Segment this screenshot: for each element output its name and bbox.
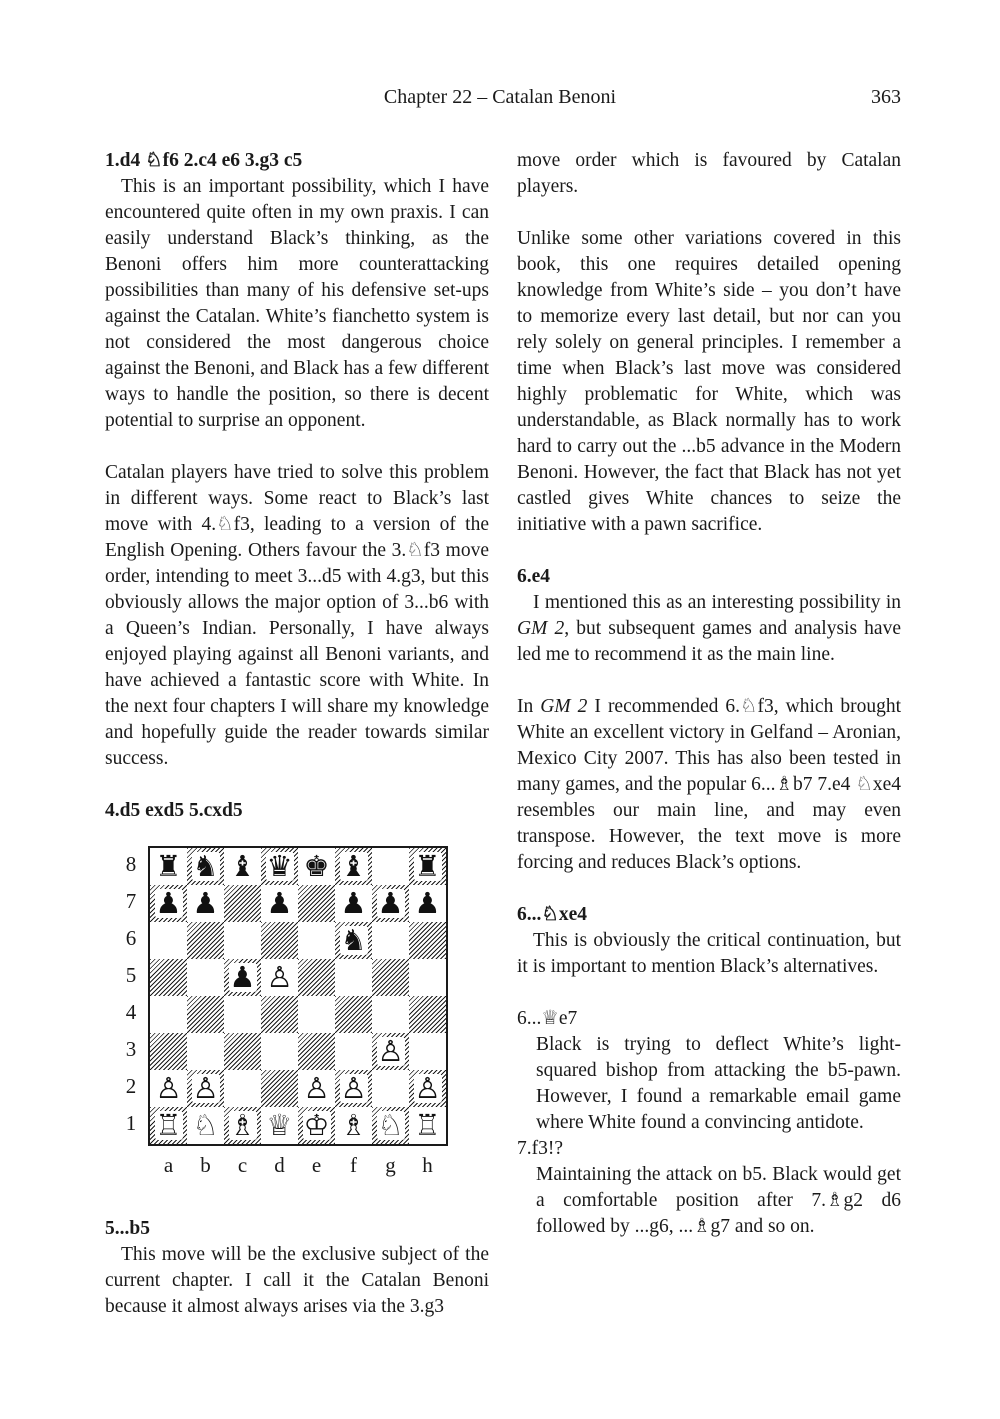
variation-move: 6...♕e7 (517, 1008, 578, 1029)
board-square (224, 1070, 261, 1107)
board-square (409, 848, 446, 885)
file-label: d (274, 1153, 285, 1177)
paragraph: I mentioned this as an interesting possibility in GM 2, but subsequent games and analysis have led me to recommend it as the main line. (517, 592, 901, 665)
board-square (372, 922, 409, 959)
rank-label: 4 (125, 1000, 137, 1024)
chess-piece: ♖ (155, 1108, 182, 1142)
board-square (187, 848, 224, 885)
page-number: 363 (871, 86, 901, 108)
running-head (0, 82, 1000, 112)
chess-piece: ♞ (192, 849, 219, 883)
board-square (409, 1070, 446, 1107)
chess-piece: ♗ (340, 1108, 367, 1142)
board-square (261, 1070, 298, 1107)
chess-piece: ♘ (377, 1108, 404, 1142)
board-square (187, 1107, 224, 1144)
chess-piece: ♛ (266, 849, 293, 883)
file-label: g (385, 1153, 396, 1177)
chess-piece: ♙ (192, 1071, 219, 1105)
chess-piece: ♔ (303, 1108, 330, 1142)
board-square (224, 959, 261, 996)
chess-piece: ♚ (303, 849, 330, 883)
chess-piece: ♖ (414, 1108, 441, 1142)
board-square (187, 885, 224, 922)
chess-piece: ♟ (414, 886, 441, 920)
move-heading: 5...b5 (105, 1218, 150, 1239)
chess-piece: ♘ (192, 1108, 219, 1142)
chess-piece: ♜ (155, 849, 182, 883)
file-label: h (422, 1153, 433, 1177)
chess-piece: ♟ (192, 886, 219, 920)
board-square (224, 1033, 261, 1070)
board-square (261, 885, 298, 922)
board-square (372, 885, 409, 922)
board-square (150, 959, 187, 996)
file-label: e (311, 1153, 322, 1177)
chess-piece: ♙ (340, 1071, 367, 1105)
board-square (187, 1070, 224, 1107)
board-square (261, 922, 298, 959)
move-heading: 6...♘xe4 (517, 904, 588, 925)
board-square (298, 1033, 335, 1070)
board-square (150, 1070, 187, 1107)
file-label: a (163, 1153, 174, 1177)
board-square (298, 922, 335, 959)
board-square (409, 885, 446, 922)
board-square (261, 1033, 298, 1070)
board-square (298, 1107, 335, 1144)
board-square (409, 1107, 446, 1144)
board-square (372, 996, 409, 1033)
board-square (224, 1107, 261, 1144)
rank-label: 7 (125, 889, 137, 913)
chess-piece: ♗ (229, 1108, 256, 1142)
paragraph: This move will be the exclusive subject of the current chapter. I call it the Catalan Benoni because it almost always arises via the 3.g3 (105, 1244, 489, 1317)
move-heading: 1.d4 ♘f6 2.c4 e6 3.g3 c5 (105, 150, 303, 171)
rank-labels (121, 846, 141, 1142)
left-column (105, 148, 489, 1320)
chess-piece: ♝ (229, 849, 256, 883)
board-square (298, 885, 335, 922)
chess-piece: ♟ (377, 886, 404, 920)
board-square (150, 885, 187, 922)
board-square (224, 885, 261, 922)
file-label: c (237, 1153, 248, 1177)
board-square (335, 959, 372, 996)
board-square (261, 1107, 298, 1144)
board-square (409, 959, 446, 996)
chess-piece: ♙ (155, 1071, 182, 1105)
board-square (261, 848, 298, 885)
move-heading: 4.d5 exd5 5.cxd5 (105, 800, 243, 821)
file-label: b (200, 1153, 211, 1177)
right-column (517, 148, 901, 1240)
chess-piece: ♙ (377, 1034, 404, 1068)
board-square (335, 996, 372, 1033)
chapter-title: Chapter 22 – Catalan Benoni (383, 86, 617, 108)
board-square (150, 848, 187, 885)
chess-piece: ♟ (340, 886, 367, 920)
board-square (335, 1033, 372, 1070)
paragraph: Catalan players have tried to solve this problem in different ways. Some react to Black’s last move with 4.♘f3, leading to a version of the English Opening. Others favour the 3.♘f3 move order, intending to meet 3...d5 with 4.g3, but this obviously allows the major option of 3...b6 with a Queen’s Indian. Personally, I have always enjoyed playing against all Benoni variants, and have achieved a fantastic score with White. In the next four chapters I will share my knowledge and hopefully guide the reader towards similar success. (105, 462, 489, 769)
board-square (335, 848, 372, 885)
board-square (372, 1107, 409, 1144)
board-square (187, 996, 224, 1033)
board-square (298, 959, 335, 996)
board-square (409, 922, 446, 959)
board-square (187, 959, 224, 996)
rank-label: 5 (125, 963, 137, 987)
paragraph: This is an important possibility, which I have encountered quite often in my own praxis. I can easily understand Black’s thinking, as the Benoni offers him more counterattacking possibilities than many of his defensive set-ups against the Catalan. White’s fianchetto system is not considered the most dangerous choice against the Benoni, and Black has a few different ways to handle the position, so there is decent potential to surprise an opponent. (105, 176, 489, 431)
variation-move: 7.f3!? (517, 1138, 564, 1159)
board-square (150, 1033, 187, 1070)
board-square (335, 1107, 372, 1144)
move-heading: 6.e4 (517, 566, 551, 587)
rank-label: 3 (125, 1037, 137, 1061)
board-square (224, 848, 261, 885)
chess-board (148, 846, 448, 1146)
file-label: f (350, 1153, 357, 1177)
board-square (187, 1033, 224, 1070)
rank-label: 1 (125, 1111, 137, 1135)
board-square (372, 959, 409, 996)
board-square (224, 922, 261, 959)
board-square (409, 1033, 446, 1070)
rank-label: 8 (125, 852, 137, 876)
board-square (372, 1070, 409, 1107)
variation-text: Black is trying to deflect White’s light-squared bishop from attacking the b5-pawn. However, I found a remarkable email game where White found a convincing antidote. (536, 1034, 901, 1133)
rank-label: 2 (125, 1074, 137, 1098)
chess-diagram (105, 840, 489, 1210)
chess-piece: ♞ (340, 923, 367, 957)
board-square (335, 1070, 372, 1107)
board-square (298, 996, 335, 1033)
board-square (372, 1033, 409, 1070)
file-labels (150, 1152, 446, 1178)
board-square (261, 996, 298, 1033)
paragraph: move order which is favoured by Catalan players. (517, 150, 901, 197)
board-square (187, 922, 224, 959)
chess-piece: ♝ (340, 849, 367, 883)
chess-piece: ♟ (155, 886, 182, 920)
board-square (372, 848, 409, 885)
paragraph: Unlike some other variations covered in this book, this one requires detailed opening knowledge from White’s side – you don’t have to memorize every last detail, but nor can you rely solely on general principles. I remember a time when Black’s last move was considered highly problematic for White, which was understandable, as Black normally has to work hard to carry out the ...b5 advance in the Modern Benoni. However, the fact that Black has not yet castled gives White chances to seize the initiative with a pawn sacrifice. (517, 228, 901, 535)
board-square (150, 1107, 187, 1144)
board-square (224, 996, 261, 1033)
board-square (335, 922, 372, 959)
chess-piece: ♙ (266, 960, 293, 994)
board-square (409, 996, 446, 1033)
board-square (298, 1070, 335, 1107)
variation-text: Maintaining the attack on b5. Black would get a comfortable position after 7.♗g2 d6 followed by ...g6, ...♗g7 and so on. (536, 1164, 901, 1237)
board-square (335, 885, 372, 922)
chess-piece: ♜ (414, 849, 441, 883)
paragraph: In GM 2 I recommended 6.♘f3, which brought White an excellent victory in Gelfand – Aronian, Mexico City 2007. This has also been tested in many games, and the popular 6...♗b7 7.e4 ♘xe4 resembles our main line, and may even transpose. However, the text move is more forcing and reduces Black’s options. (517, 696, 902, 873)
board-square (150, 922, 187, 959)
rank-label: 6 (125, 926, 137, 950)
board-square (298, 848, 335, 885)
board-square (261, 959, 298, 996)
paragraph: This is obviously the critical continuation, but it is important to mention Black’s alternatives. (517, 930, 901, 977)
chess-piece: ♟ (266, 886, 293, 920)
board-square (150, 996, 187, 1033)
chess-piece: ♕ (266, 1108, 293, 1142)
chess-piece: ♙ (303, 1071, 330, 1105)
chess-piece: ♟ (229, 960, 256, 994)
chess-piece: ♙ (414, 1071, 441, 1105)
